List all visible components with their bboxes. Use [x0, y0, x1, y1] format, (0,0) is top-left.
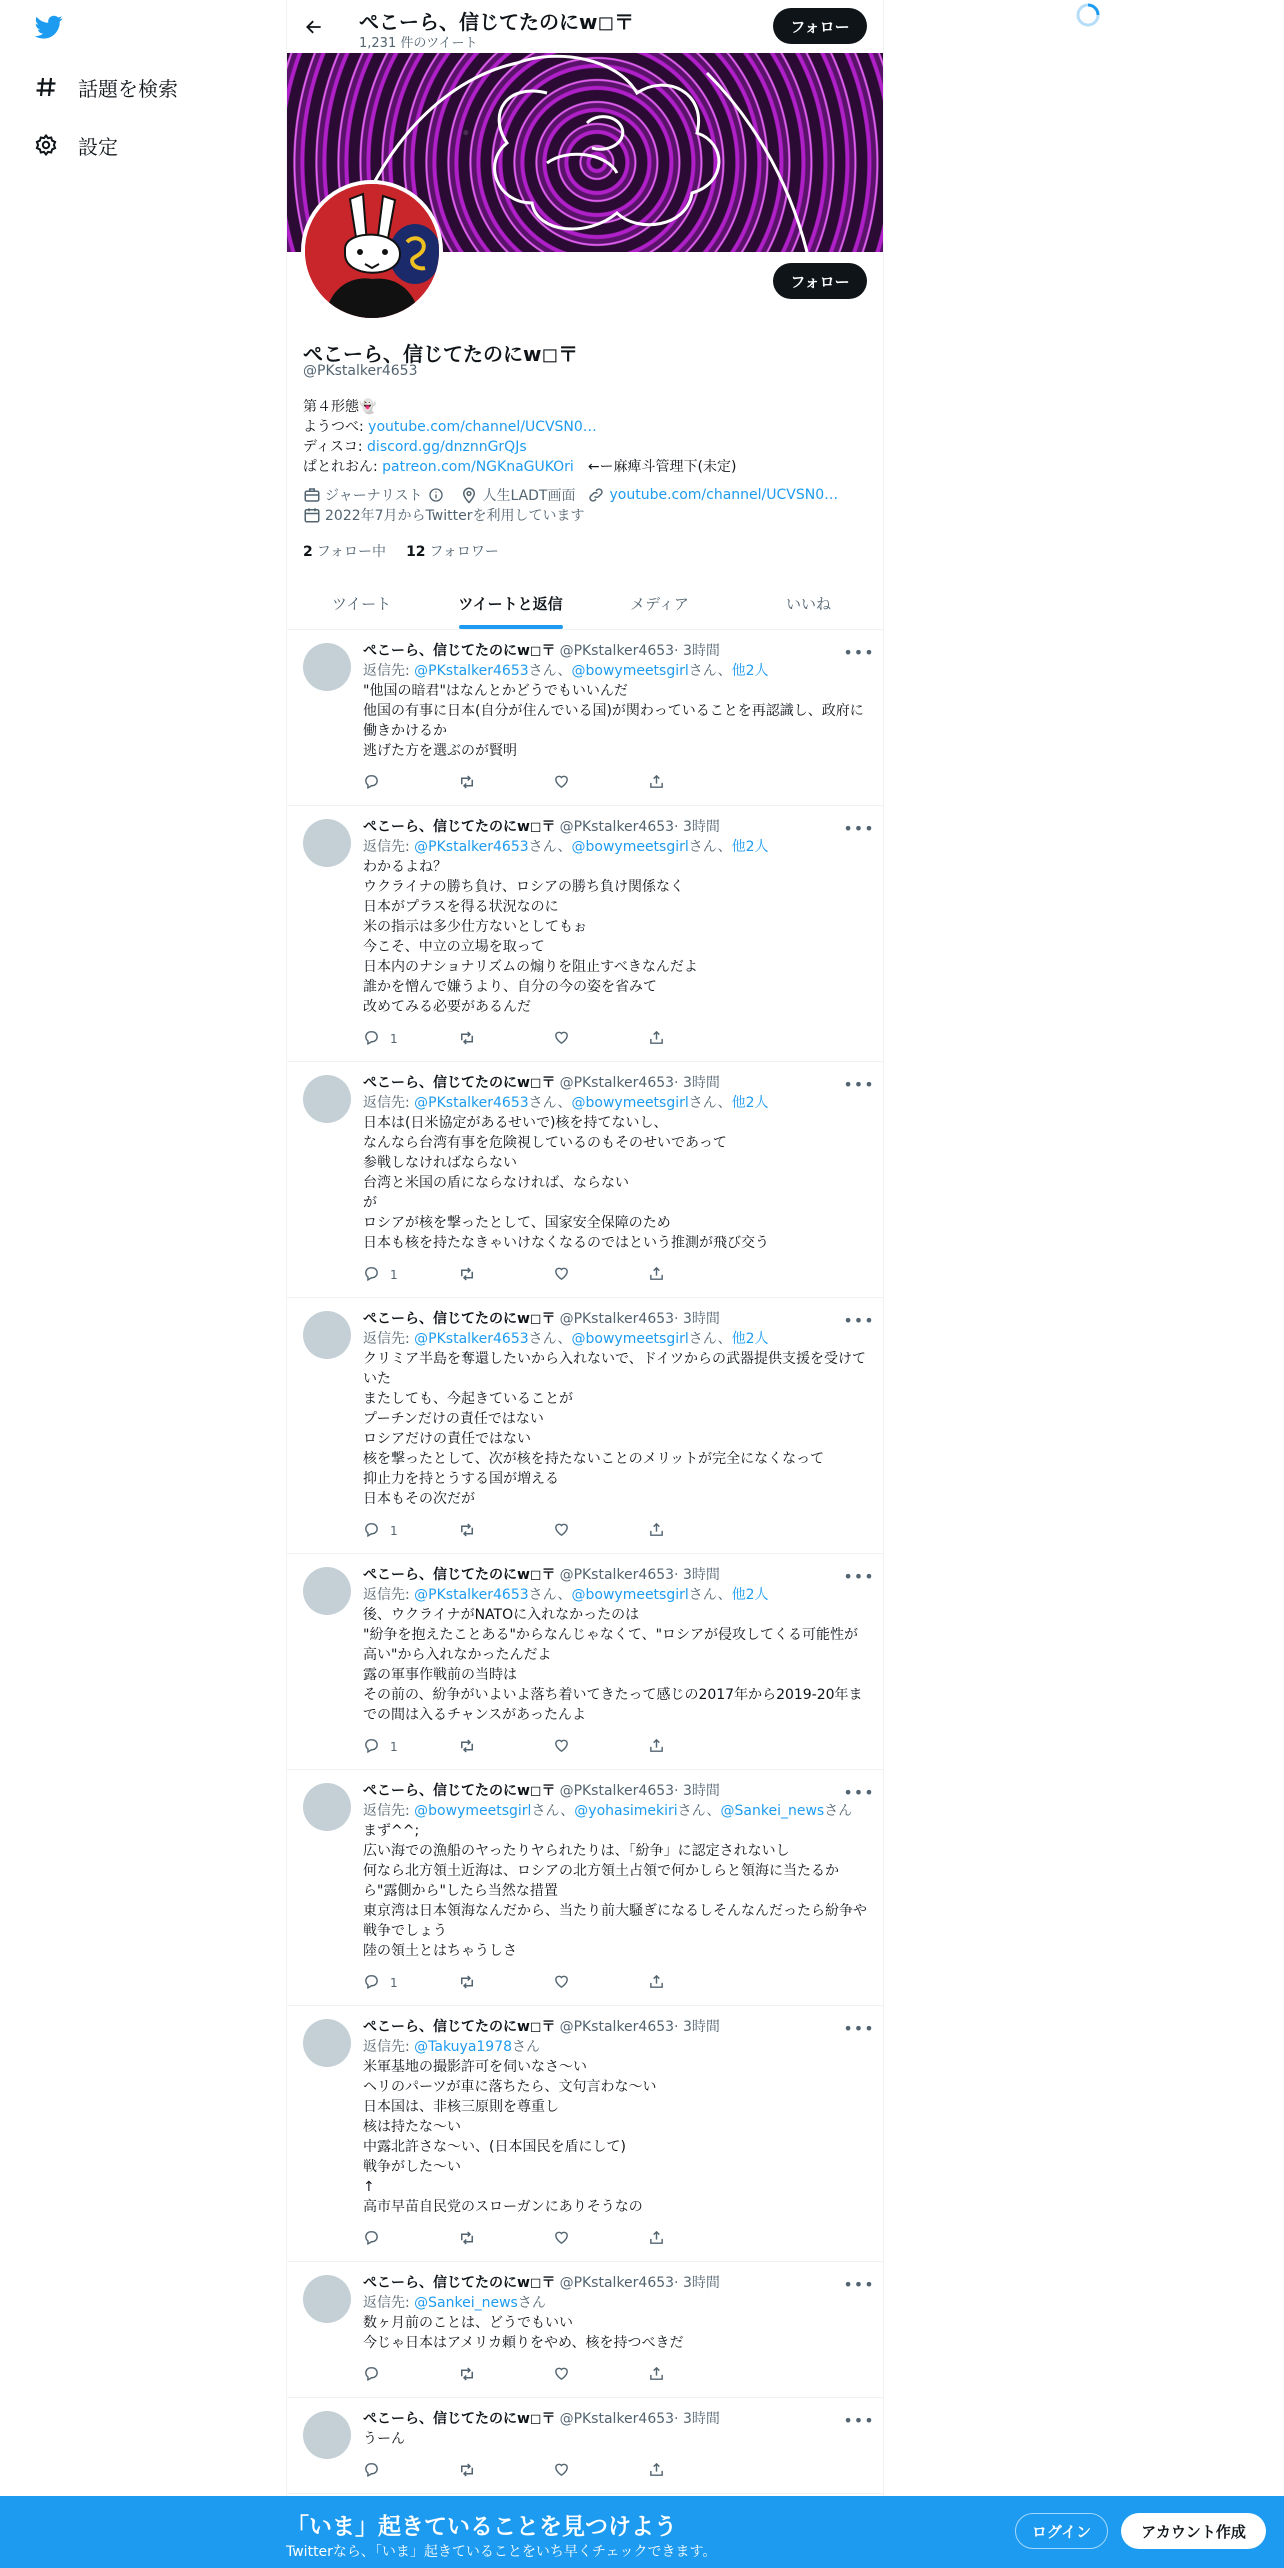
briefcase-icon: [303, 486, 321, 504]
reply-suffix: さん、: [528, 1331, 572, 1347]
retweet-button[interactable]: [458, 1521, 518, 1542]
share-button[interactable]: [648, 1973, 708, 1993]
header-tweet-count: 1,231 件のツイート: [359, 36, 478, 51]
reply-icon: [363, 1265, 390, 1285]
tab-tweets[interactable]: ツイート: [331, 594, 392, 613]
reply-mention-link[interactable]: 他2人: [731, 1095, 769, 1111]
share-icon: [648, 1521, 675, 1541]
share-icon: [648, 1973, 675, 1993]
reply-button[interactable]: [363, 1521, 423, 1541]
tweet-actions: [363, 1017, 788, 1061]
tweet-author-name[interactable]: ぺこーら、信じてたのにw◻︎〒: [363, 1783, 556, 1799]
tweet-author-handle[interactable]: @PKstalker4653: [559, 1783, 675, 1799]
like-button[interactable]: [553, 1973, 613, 1993]
bio-discord-link[interactable]: discord.gg/dnznnGrQJs: [367, 439, 527, 455]
nav-explore[interactable]: [32, 67, 178, 107]
retweet-button[interactable]: [458, 773, 518, 794]
reply-button[interactable]: [363, 2365, 423, 2385]
meta-joined: [303, 505, 584, 525]
tweet-header: [363, 2018, 875, 2038]
header-profile-name: ぺこーら、信じてたのにw◻︎〒: [359, 10, 635, 34]
tab-tweets-and-replies[interactable]: ツイートと返信: [436, 577, 585, 629]
reply-prefix: 返信先:: [363, 663, 415, 679]
like-button[interactable]: [553, 773, 613, 793]
tweet-actions: [363, 2449, 788, 2493]
meta-url[interactable]: [587, 486, 838, 504]
reply-count: 1: [390, 1268, 398, 1282]
twitter-logo-icon[interactable]: [33, 13, 65, 45]
tweet[interactable]: [287, 1062, 883, 1298]
main-column: [286, 0, 884, 2568]
more-options-icon[interactable]: •••: [843, 1782, 875, 1802]
tweet-author-handle[interactable]: @PKstalker4653: [559, 1075, 675, 1091]
reply-prefix: 返信先:: [363, 1587, 415, 1603]
heart-icon: [553, 1521, 580, 1541]
tweet-reply-context: [363, 2293, 867, 2313]
reply-button[interactable]: [363, 1265, 423, 1285]
reply-icon: [363, 2365, 390, 2385]
tweet-actions: [363, 2217, 788, 2261]
tweet-avatar[interactable]: [303, 643, 351, 691]
reply-mention-link[interactable]: 他2人: [731, 663, 769, 679]
profile-avatar[interactable]: [301, 180, 443, 322]
retweet-icon: [458, 1029, 486, 1050]
share-button[interactable]: [648, 1029, 708, 1049]
tweet-header: [363, 2274, 875, 2294]
tweet-header: [363, 818, 875, 838]
heart-icon: [553, 1973, 580, 1993]
tweet-avatar[interactable]: [303, 2275, 351, 2323]
calendar-icon: [303, 506, 321, 524]
reply-icon: [363, 1973, 390, 1993]
like-button[interactable]: [553, 1029, 613, 1049]
reply-mention-link[interactable]: @bowymeetsgirl: [571, 663, 689, 679]
reply-icon: [363, 2461, 390, 2481]
heart-icon: [553, 2365, 580, 2385]
bio-patreon-note: ←ー麻痺斗管理下(未定): [573, 459, 737, 475]
reply-mention-link[interactable]: 他2人: [731, 839, 769, 855]
share-button[interactable]: [648, 1521, 708, 1541]
signup-button[interactable]: アカウント作成: [1121, 2513, 1266, 2549]
tweet[interactable]: [287, 1298, 883, 1554]
reply-mention-link[interactable]: 他2人: [731, 1331, 769, 1347]
retweet-icon: [458, 1265, 486, 1286]
tweet-timestamp[interactable]: · 3時間: [674, 2411, 720, 2427]
retweet-button[interactable]: [458, 2365, 518, 2386]
like-button[interactable]: [553, 2365, 613, 2385]
retweet-icon: [458, 1737, 486, 1758]
tweet-author-handle[interactable]: @PKstalker4653: [559, 2019, 675, 2035]
tweet-header: [363, 1310, 875, 1330]
followers-link[interactable]: [406, 541, 499, 561]
tweet-text: 米軍基地の撮影許可を伺いなさ〜い ヘリのパーツが車に落ちたら、文句言わな〜い 日本国は、非核三原則を尊重し 核は持たな〜い 中露北許さな〜い、(日本国民を盾にして) 戦争がした〜い ↑ 高市早苗自民党のスローガンにありそうなの: [363, 2059, 657, 2215]
retweet-icon: [458, 2461, 486, 2482]
reply-suffix: さん、: [688, 1587, 732, 1603]
reply-mention-link[interactable]: @Sankei_news: [414, 2295, 518, 2311]
tweet-text: 日本は(日米協定があるせいで)核を持てないし、 なんなら台湾有事を危険視しているのもそのせいであって 参戦しなければならない 台湾と米国の盾にならなければ、ならない が ロシアが核を撃ったとして、国家安全保障のため 日本も核を持たなきゃいけなくなるのではという推測が飛び交う: [363, 1115, 769, 1251]
profile-follow-button[interactable]: フォロー: [773, 263, 867, 299]
share-button[interactable]: [648, 773, 708, 793]
heart-icon: [553, 1029, 580, 1049]
like-button[interactable]: [553, 1737, 613, 1757]
share-button[interactable]: [648, 2365, 708, 2385]
reply-icon: [363, 1521, 390, 1541]
tweet-author-name[interactable]: ぺこーら、信じてたのにw◻︎〒: [363, 2275, 556, 2291]
meta-url-link[interactable]: youtube.com/channel/UCVSN0…: [609, 487, 839, 503]
reply-suffix: さん、: [531, 1803, 575, 1819]
following-label: フォロー中: [316, 544, 387, 560]
left-navigation: [0, 0, 286, 2568]
loading-spinner-icon: [1075, 2, 1101, 28]
tweet-reply-context: [363, 1093, 867, 1113]
reply-button[interactable]: [363, 1029, 423, 1049]
reply-button[interactable]: [363, 2461, 423, 2481]
meta-location-label: 人生LADT画面: [482, 488, 576, 504]
back-arrow-icon[interactable]: [297, 10, 331, 44]
share-button[interactable]: [648, 1737, 708, 1757]
reply-mention-link[interactable]: @PKstalker4653: [414, 663, 529, 679]
bio-line: 第４形態👻: [303, 399, 377, 415]
location-pin-icon: [460, 486, 478, 504]
reply-mention-link[interactable]: @bowymeetsgirl: [571, 839, 689, 855]
tweet-author-handle[interactable]: @PKstalker4653: [559, 2275, 675, 2291]
bio-youtube-line: [303, 417, 736, 437]
reply-mention-link[interactable]: @yohasimekiri: [574, 1803, 678, 1819]
tweet-text: 後、ウクライナがNATOに入れなかったのは "紛争を抱えたことある"からなんじゃなくて、"ロシアが侵攻してくる可能性が高い"から入れなかったんだよ 露の軍事作戦前の当時は その前の、紛争がいよいよ落ち着いてきたって感じの2017年から2019-20年までの間は入るチャンスがあったんよ: [363, 1607, 863, 1723]
like-button[interactable]: [553, 1521, 613, 1541]
meta-location: [460, 485, 575, 505]
bio-youtube-link[interactable]: youtube.com/channel/UCVSN0…: [368, 419, 597, 435]
more-options-icon[interactable]: •••: [843, 818, 875, 838]
tweet-timestamp[interactable]: · 3時間: [674, 2275, 720, 2291]
tweet-timestamp[interactable]: · 3時間: [674, 2019, 720, 2035]
share-icon: [648, 2229, 675, 2249]
tweet-header: [363, 1566, 875, 1586]
reply-suffix: さん、: [688, 1331, 732, 1347]
like-button[interactable]: [553, 2461, 613, 2481]
tweet-avatar[interactable]: [303, 1567, 351, 1615]
tweet-author-name[interactable]: ぺこーら、信じてたのにw◻︎〒: [363, 643, 556, 659]
reply-mention-link[interactable]: @PKstalker4653: [414, 1095, 529, 1111]
retweet-icon: [458, 1973, 486, 1994]
login-prompt-title: 「いま」起きていることを見つけよう: [286, 2514, 677, 2540]
share-icon: [648, 773, 675, 793]
retweet-icon: [458, 2365, 486, 2386]
reply-prefix: 返信先:: [363, 1095, 415, 1111]
tweet-actions: [363, 1253, 788, 1297]
retweet-button[interactable]: [458, 1265, 518, 1286]
retweet-button[interactable]: [458, 1973, 518, 1994]
meta-category-label: ジャーナリスト: [325, 488, 423, 504]
following-count: 2: [303, 544, 313, 560]
reply-button[interactable]: [363, 1737, 423, 1757]
heart-icon: [553, 1265, 580, 1285]
bio-discord-line: [303, 437, 736, 457]
tweet[interactable]: [287, 2006, 883, 2262]
gear-icon: [32, 131, 60, 159]
bio-patreon-line: [303, 457, 736, 477]
reply-mention-link[interactable]: @Sankei_news: [720, 1803, 825, 1819]
reply-suffix: さん: [517, 2295, 546, 2311]
tweet-text: 数ヶ月前のことは、どうでもいい 今じゃ日本はアメリカ頼りをやめ、核を持つべきだ: [363, 2315, 684, 2351]
tweet-author-handle[interactable]: @PKstalker4653: [559, 643, 675, 659]
share-icon: [648, 2461, 675, 2481]
reply-mention-link[interactable]: 他2人: [731, 1587, 769, 1603]
tweet-reply-context: [363, 1801, 867, 1821]
profile-meta: [303, 485, 873, 525]
reply-suffix: さん、: [528, 1587, 572, 1603]
reply-mention-link[interactable]: @bowymeetsgirl: [571, 1095, 689, 1111]
bio-patreon-label: ぱとれおん:: [303, 459, 383, 475]
retweet-icon: [458, 2229, 486, 2250]
more-options-icon[interactable]: •••: [843, 2274, 875, 2294]
tweet[interactable]: [287, 2262, 883, 2398]
tweet-author-handle[interactable]: @PKstalker4653: [559, 1567, 675, 1583]
more-options-icon[interactable]: •••: [843, 2410, 875, 2430]
tweet-header: [363, 2410, 875, 2430]
more-options-icon[interactable]: •••: [843, 1566, 875, 1586]
tweet[interactable]: [287, 630, 883, 806]
tweet-author-handle[interactable]: @PKstalker4653: [559, 819, 675, 835]
tweet[interactable]: [287, 1770, 883, 2006]
login-button[interactable]: ログイン: [1015, 2513, 1108, 2549]
share-icon: [648, 1029, 675, 1049]
share-icon: [648, 1265, 675, 1285]
reply-prefix: 返信先:: [363, 1803, 415, 1819]
reply-prefix: 返信先:: [363, 2039, 415, 2055]
more-options-icon[interactable]: •••: [843, 2018, 875, 2038]
reply-prefix: 返信先:: [363, 839, 415, 855]
tweet-timestamp[interactable]: · 3時間: [674, 643, 720, 659]
reply-button[interactable]: [363, 773, 423, 793]
reply-count: 1: [390, 1524, 398, 1538]
tweet-avatar[interactable]: [303, 1783, 351, 1831]
tweet-author-name[interactable]: ぺこーら、信じてたのにw◻︎〒: [363, 2411, 556, 2427]
tweet-text: まず^^; 広い海での漁船のヤったりヤられたりは、「紛争」に認定されないし 何なら北方領土近海は、ロシアの北方領土占領で何かしらと領海に当たるから"露側から"したら当然な措置 東京湾は日本領海なんだから、当たり前大騒ぎになるしそんなんだったら紛争や戦争でしょう 陸の領土とはちゃうしさ: [363, 1823, 867, 1959]
tweet-author-name[interactable]: ぺこーら、信じてたのにw◻︎〒: [363, 2019, 556, 2035]
reply-suffix: さん、: [688, 1095, 732, 1111]
profile-name: ぺこーら、信じてたのにw◻︎〒: [303, 342, 579, 366]
tweet-actions: [363, 1961, 788, 2005]
followers-label: フォロワー: [429, 544, 499, 560]
tweet-timestamp[interactable]: · 3時間: [674, 1311, 720, 1327]
reply-prefix: 返信先:: [363, 1331, 415, 1347]
tweet-avatar[interactable]: [303, 1075, 351, 1123]
nav-explore-label: 話題を検索: [78, 76, 178, 101]
share-button[interactable]: [648, 2229, 708, 2249]
reply-button[interactable]: [363, 2229, 423, 2249]
reply-mention-link[interactable]: @bowymeetsgirl: [414, 1803, 532, 1819]
tweet-actions: [363, 2353, 788, 2397]
tweet-author-name[interactable]: ぺこーら、信じてたのにw◻︎〒: [363, 1567, 556, 1583]
login-prompt-bar: [0, 2496, 1284, 2568]
reply-mention-link[interactable]: @PKstalker4653: [414, 1331, 529, 1347]
retweet-icon: [458, 1521, 486, 1542]
reply-count: 1: [390, 1740, 398, 1754]
tweet-timeline: [287, 630, 883, 2494]
reply-mention-link[interactable]: @bowymeetsgirl: [571, 1587, 689, 1603]
share-icon: [648, 1737, 675, 1757]
heart-icon: [553, 2229, 580, 2249]
tweet-avatar[interactable]: [303, 819, 351, 867]
retweet-button[interactable]: [458, 1029, 518, 1050]
reply-suffix: さん、: [528, 1095, 572, 1111]
reply-suffix: さん、: [677, 1803, 721, 1819]
tab-media[interactable]: メディア: [630, 594, 689, 613]
reply-count: 1: [390, 1976, 398, 1990]
following-link[interactable]: [303, 541, 386, 561]
reply-icon: [363, 1029, 390, 1049]
tweet-author-handle[interactable]: @PKstalker4653: [559, 2411, 675, 2427]
tweet-timestamp[interactable]: · 3時間: [674, 1783, 720, 1799]
like-button[interactable]: [553, 2229, 613, 2249]
heart-icon: [553, 773, 580, 793]
tweet-avatar[interactable]: [303, 2411, 351, 2459]
reply-suffix: さん: [512, 2039, 541, 2055]
tweet-reply-context: [363, 1585, 867, 1605]
meta-joined-label: 2022年7月からTwitterを利用しています: [325, 508, 585, 524]
tweet-header: [363, 1782, 875, 1802]
profile-header: [287, 0, 883, 53]
retweet-button[interactable]: [458, 1737, 518, 1758]
reply-icon: [363, 2229, 390, 2249]
retweet-icon: [458, 773, 486, 794]
tweet-reply-context: [363, 2037, 867, 2057]
tweet-timestamp[interactable]: · 3時間: [674, 1075, 720, 1091]
retweet-button[interactable]: [458, 2229, 518, 2250]
profile-handle: @PKstalker4653: [303, 363, 418, 379]
reply-mention-link[interactable]: @PKstalker4653: [414, 1587, 529, 1603]
bio-patreon-link[interactable]: patreon.com/NGKnaGUKOri: [382, 459, 574, 475]
info-icon[interactable]: [428, 487, 444, 503]
hashtag-icon: [32, 73, 60, 101]
link-icon: [587, 486, 605, 504]
reply-icon: [363, 773, 390, 793]
reply-suffix: さん: [824, 1803, 853, 1819]
avatar-artwork: [305, 184, 439, 318]
nav-settings[interactable]: [32, 125, 118, 165]
tweet-text: わかるよね？ ウクライナの勝ち負け、ロシアの勝ち負け関係なく 日本がプラスを得る状況なのに 米の指示は多少仕方ないとしてもぉ 今こそ、中立の立場を取って 日本内のナショナリズムの煽りを阻止すべきなんだよ 誰かを憎んで嫌うより、自分の今の姿を省みて 改めてみる必要があるんだ: [363, 859, 698, 1015]
tweet-text: クリミア半島を奪還したいから入れないで、ドイツからの武器提供支援を受けていた またしても、今起きていることが プーチンだけの責任ではない ロシアだけの責任ではない 核を撃ったとして、次が核を持たないことのメリットが完全になくなって 抑止力を持とうする国が増える 日本もその次だが: [363, 1351, 867, 1507]
share-button[interactable]: [648, 2461, 708, 2481]
reply-mention-link[interactable]: @PKstalker4653: [414, 839, 529, 855]
followers-count: 12: [406, 544, 426, 560]
tab-likes[interactable]: いいね: [785, 594, 831, 613]
reply-button[interactable]: [363, 1973, 423, 1993]
reply-suffix: さん、: [688, 839, 732, 855]
reply-prefix: 返信先:: [363, 2295, 415, 2311]
tweet-author-name[interactable]: ぺこーら、信じてたのにw◻︎〒: [363, 819, 556, 835]
tweet-timestamp[interactable]: · 3時間: [674, 819, 720, 835]
more-options-icon[interactable]: •••: [843, 1310, 875, 1330]
share-button[interactable]: [648, 1265, 708, 1285]
tweet-author-name[interactable]: ぺこーら、信じてたのにw◻︎〒: [363, 1075, 556, 1091]
meta-category: [303, 485, 448, 505]
more-options-icon[interactable]: •••: [843, 642, 875, 662]
like-button[interactable]: [553, 1265, 613, 1285]
heart-icon: [553, 1737, 580, 1757]
tweet-text: "他国の暗君"はなんとかどうでもいいんだ 他国の有事に日本(自分が住んでいる国)が関わっていることを再認識し、政府に働きかけるか 逃げた方を選ぶのが賢明: [363, 683, 864, 759]
reply-mention-link[interactable]: @Takuya1978: [414, 2039, 513, 2055]
tweet[interactable]: [287, 806, 883, 1062]
nav-settings-label: 設定: [78, 134, 118, 159]
tweet-reply-context: [363, 1329, 867, 1349]
tweet-header: [363, 1074, 875, 1094]
tweet-author-handle[interactable]: @PKstalker4653: [559, 1311, 675, 1327]
tweet-text: うーん: [363, 2431, 405, 2447]
tweet-header: [363, 642, 875, 662]
bio-youtube-label: ようつべ:: [303, 419, 369, 435]
tweet-author-name[interactable]: ぺこーら、信じてたのにw◻︎〒: [363, 1311, 556, 1327]
login-prompt-subtitle: Twitterなら、「いま」起きていることをいち早くチェックできます。: [286, 2544, 717, 2560]
tweet-actions: [363, 1509, 788, 1553]
heart-icon: [553, 2461, 580, 2481]
reply-count: 1: [390, 1032, 398, 1046]
more-options-icon[interactable]: •••: [843, 1074, 875, 1094]
tweet-actions: [363, 761, 788, 805]
reply-mention-link[interactable]: @bowymeetsgirl: [571, 1331, 689, 1347]
tweet-actions: [363, 1725, 788, 1769]
follow-stats: [303, 541, 519, 561]
reply-suffix: さん、: [688, 663, 732, 679]
retweet-button[interactable]: [458, 2461, 518, 2482]
tweet-timestamp[interactable]: · 3時間: [674, 1567, 720, 1583]
profile-tabs: [287, 577, 883, 630]
tweet[interactable]: [287, 2398, 883, 2494]
tweet[interactable]: [287, 1554, 883, 1770]
tweet-reply-context: [363, 837, 867, 857]
share-icon: [648, 2365, 675, 2385]
reply-icon: [363, 1737, 390, 1757]
header-follow-button[interactable]: フォロー: [773, 8, 867, 44]
reply-suffix: さん、: [528, 663, 572, 679]
profile-bio: [303, 397, 736, 477]
bio-discord-label: ディスコ:: [303, 439, 368, 455]
reply-suffix: さん、: [528, 839, 572, 855]
tweet-reply-context: [363, 661, 867, 681]
tweet-avatar[interactable]: [303, 2019, 351, 2067]
tweet-avatar[interactable]: [303, 1311, 351, 1359]
